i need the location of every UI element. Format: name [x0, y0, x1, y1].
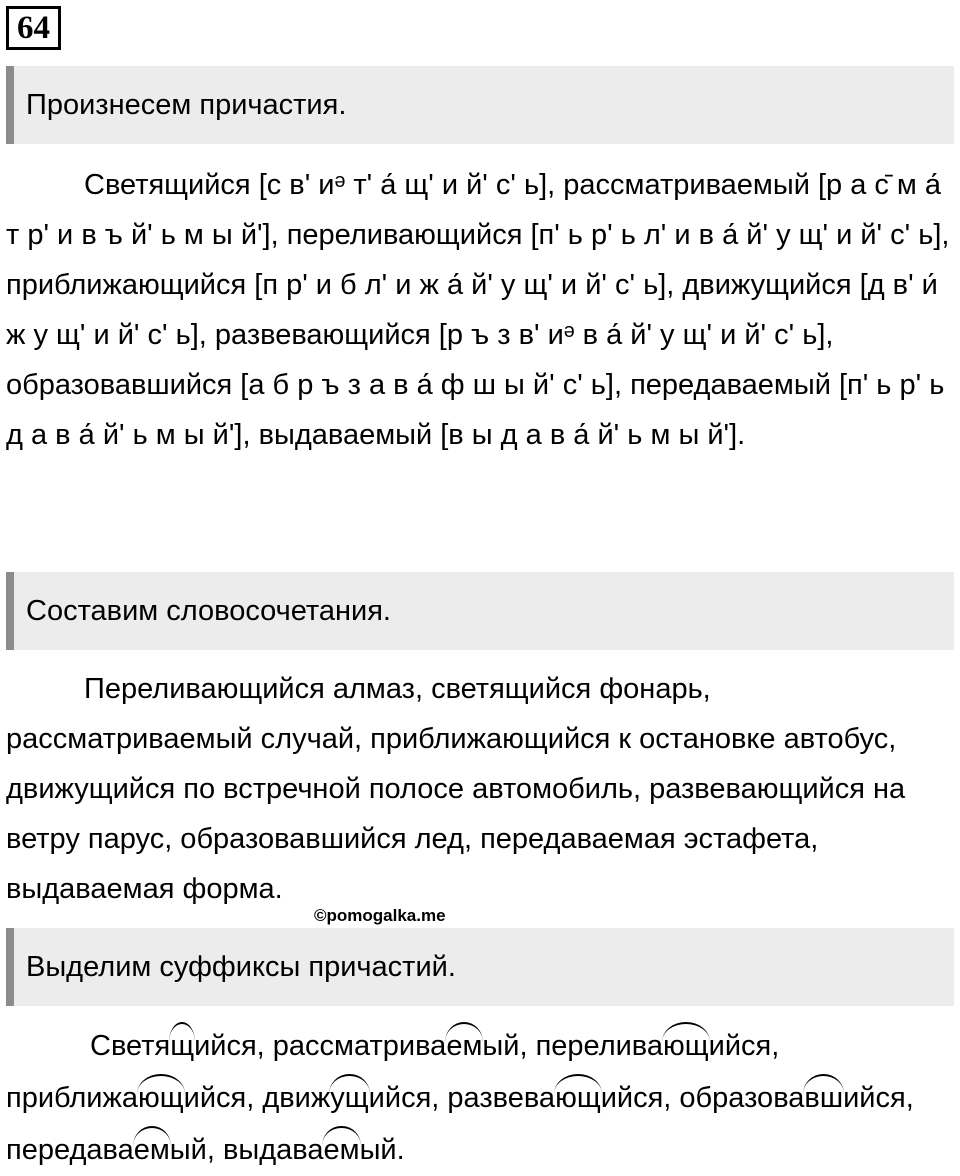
suffix-mark: ем [133, 1134, 170, 1166]
participle-word [90, 1030, 257, 1062]
word-stem: перелива [535, 1030, 664, 1062]
word-ending: ый [482, 1030, 520, 1062]
word-ending: ийся [194, 1030, 257, 1062]
separator: , [206, 1134, 223, 1166]
separator: , [663, 1082, 680, 1114]
suffix-mark: ем [446, 1030, 483, 1062]
suffix-mark: ющ [663, 1030, 709, 1062]
separator: . [396, 1134, 405, 1166]
suffix-paragraph [6, 1020, 954, 1176]
participle-word [262, 1082, 431, 1114]
suffix-mark: ющ [138, 1082, 184, 1114]
participle-word [273, 1030, 520, 1062]
suffix-mark: ем [323, 1134, 360, 1166]
section-heading-phrases: Составим словосочетания. [6, 572, 954, 650]
watermark: ©pomogalka.me [314, 906, 446, 925]
pronunciation-paragraph: Светящийся [с в' иᵊ т' а́ щ' и й' с' ь], рассматриваемый [р а с̄ м а́ т р' и в ъ й' ь м ы й'], переливающийся [п' ь р' ь л' и в а́ й' у щ' и й' с' ь], приближающийся [п р' и б л' и ж а́ й' у щ' и й' с' ь], движущийся [д в' и́ ж у щ' и й' с' ь], развевающийся [р ъ з в' иᵊ в а́ й' у щ' и й' с' ь], образовавшийся [а б р ъ з а в а́ ф ш ы й' с' ь], передаваемый [п' ь р' ь д а в а́ й' ь м ы й'], выдаваемый [в ы д а в а́ й' ь м ы й']. [6, 169, 950, 451]
word-stem: передава [6, 1134, 134, 1166]
word-ending: ый [169, 1134, 207, 1166]
suffix-mark: щ [170, 1030, 195, 1062]
suffix-mark: ющ [555, 1082, 601, 1114]
participle-word [6, 1134, 207, 1166]
section-heading-suffixes: Выделим суффиксы причастий. [6, 928, 954, 1006]
word-stem: Светя [90, 1030, 171, 1062]
suffix-mark: вш [804, 1082, 844, 1114]
separator: , [256, 1030, 273, 1062]
task-number: 64 [6, 6, 61, 50]
word-stem: движ [262, 1082, 331, 1114]
participle-word [679, 1082, 905, 1114]
word-ending: ийся [183, 1082, 247, 1114]
word-ending: ийся [843, 1082, 906, 1114]
separator: , [431, 1082, 448, 1114]
participle-word [536, 1030, 772, 1062]
word-ending: ийся [600, 1082, 664, 1114]
section-heading-pronounce: Произнесем причастия. [6, 66, 954, 144]
word-ending: ийся [708, 1030, 772, 1062]
participle-word [6, 1082, 246, 1114]
suffix-mark: ущ [330, 1082, 369, 1114]
participle-word [447, 1082, 663, 1114]
separator: , [905, 1082, 914, 1114]
word-ending: ый [359, 1134, 397, 1166]
word-stem: развева [447, 1082, 556, 1114]
word-stem: выдава [222, 1134, 324, 1166]
word-stem: приближа [6, 1082, 138, 1114]
separator: , [771, 1030, 780, 1062]
separator: , [519, 1030, 536, 1062]
participle-word [223, 1134, 397, 1166]
word-stem: рассматрива [272, 1030, 447, 1062]
word-ending: ийся [368, 1082, 432, 1114]
phrases-paragraph: Переливающийся алмаз, светящийся фонарь, рассматриваемый случай, приближающийся к остановке автобус, движущийся по встречной полосе автомобиль, развевающийся на ветру парус, образовавшийся лед, передаваемая эстафета, выдаваемая форма. [6, 673, 906, 905]
word-stem: образова [679, 1082, 805, 1114]
separator: , [246, 1082, 263, 1114]
